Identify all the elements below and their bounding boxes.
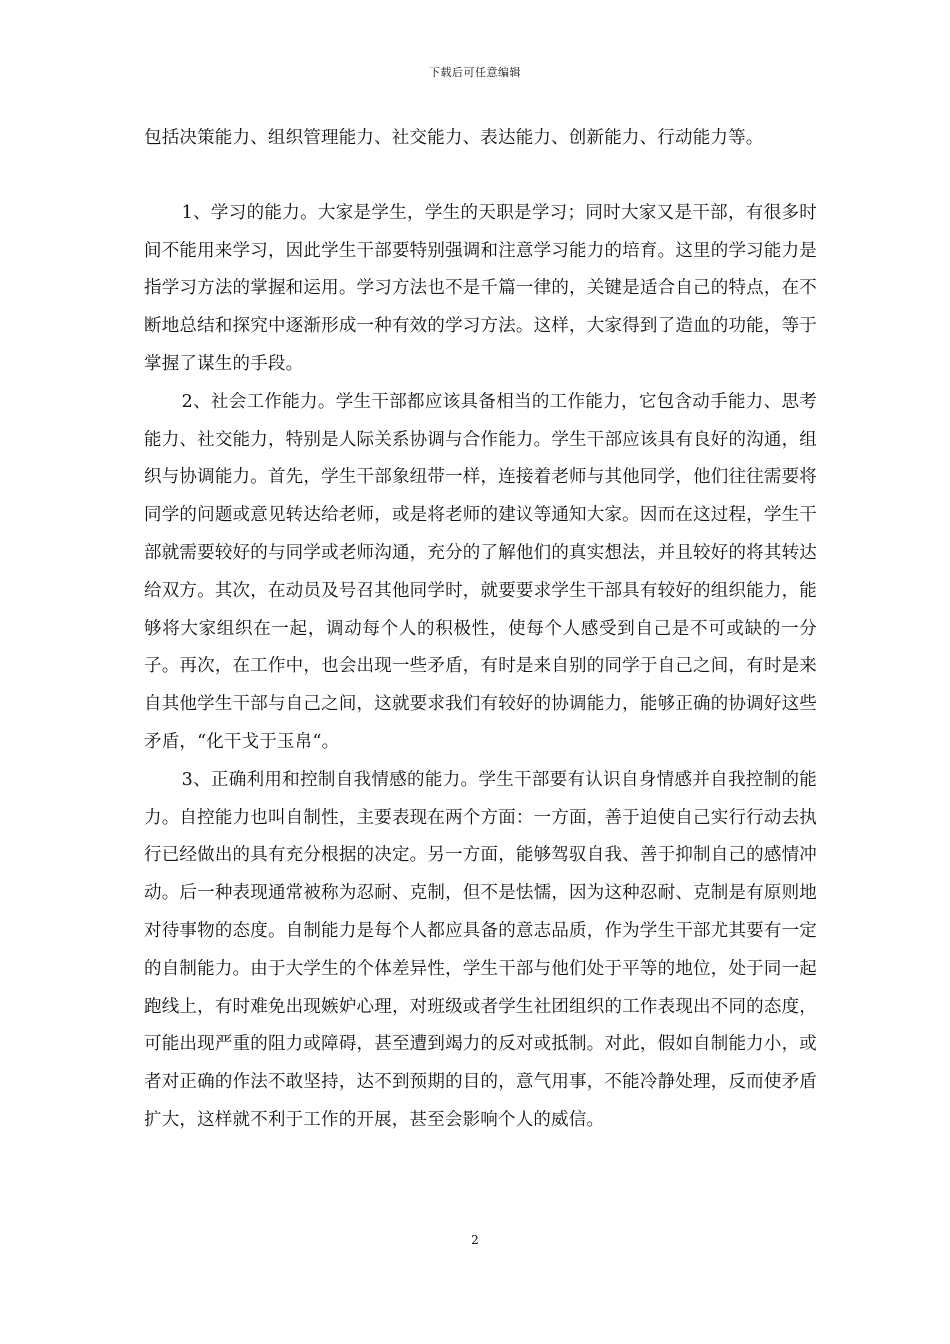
page-number: 2 xyxy=(471,1233,479,1247)
paragraph-learning-ability: 1、学习的能力。大家是学生，学生的天职是学习；同时大家又是干部，有很多时间不能用来学习，因此学生干部要特别强调和注意学习能力的培育。这里的学习能力是指学习方法的掌握和运用。学习方法也不是千篇一律的，关键是适合自己的特点，在不断地总结和探究中逐渐形成一种有效的学习方法。这样，大家得到了造血的功能，等于掌握了谋生的手段。 xyxy=(144,202,817,374)
paragraph-social-work-ability: 2、社会工作能力。学生干部都应该具备相当的工作能力，它包含动手能力、思考能力、社交能力，特别是人际关系协调与合作能力。学生干部应该具有良好的沟通，组织与协调能力。首先，学生干部象纽带一样，连接着老师与其他同学，他们往往需要将同学的问题或意见转达给老师，或是将老师的建议等通知大家。因而在这过程，学生干部就需要较好的与同学或老师沟通，充分的了解他们的真实想法，并且较好的将其转达给双方。其次，在动员及号召其他同学时，就要要求学生干部具有较好的组织能力，能够将大家组织在一起，调动每个人的积极性，使每个人感受到自己是不可或缺的一分子。再次，在工作中，也会出现一些矛盾，有时是来自别的同学于自己之间，有时是来自其他学生干部与自己之间，这就要求我们有较好的协调能力，能够正确的协调好这些矛盾，“化干戈于玉帛“。 xyxy=(144,391,817,752)
document-body xyxy=(144,120,817,1140)
paragraph-self-control-ability: 3、正确利用和控制自我情感的能力。学生干部要有认识自身情感并自我控制的能力。自控能力也叫自制性，主要表现在两个方面：一方面，善于迫使自己实行行动去执行已经做出的具有充分根据的决定。另一方面，能够驾驭自我、善于抑制自己的感情冲动。后一种表现通常被称为忍耐、克制，但不是怯懦，因为这种忍耐、克制是有原则地对待事物的态度。自制能力是每个人都应具备的意志品质，作为学生干部尤其要有一定的自制能力。由于大学生的个体差异性，学生干部与他们处于平等的地位，处于同一起跑线上，有时难免出现嫉妒心理，对班级或者学生社团组织的工作表现出不同的态度，可能出现严重的阻力或障碍，甚至遭到竭力的反对或抵制。对此，假如自制能力小，或者对正确的作法不敢坚持，达不到预期的目的，意气用事，不能冷静处理，反而使矛盾扩大，这样就不利于工作的开展，甚至会影响个人的威信。 xyxy=(144,769,817,1130)
paragraph-continuation: 包括决策能力、组织管理能力、社交能力、表达能力、创新能力、行动能力等。 xyxy=(144,128,764,148)
page-header: 下载后可任意编辑 xyxy=(429,66,521,79)
